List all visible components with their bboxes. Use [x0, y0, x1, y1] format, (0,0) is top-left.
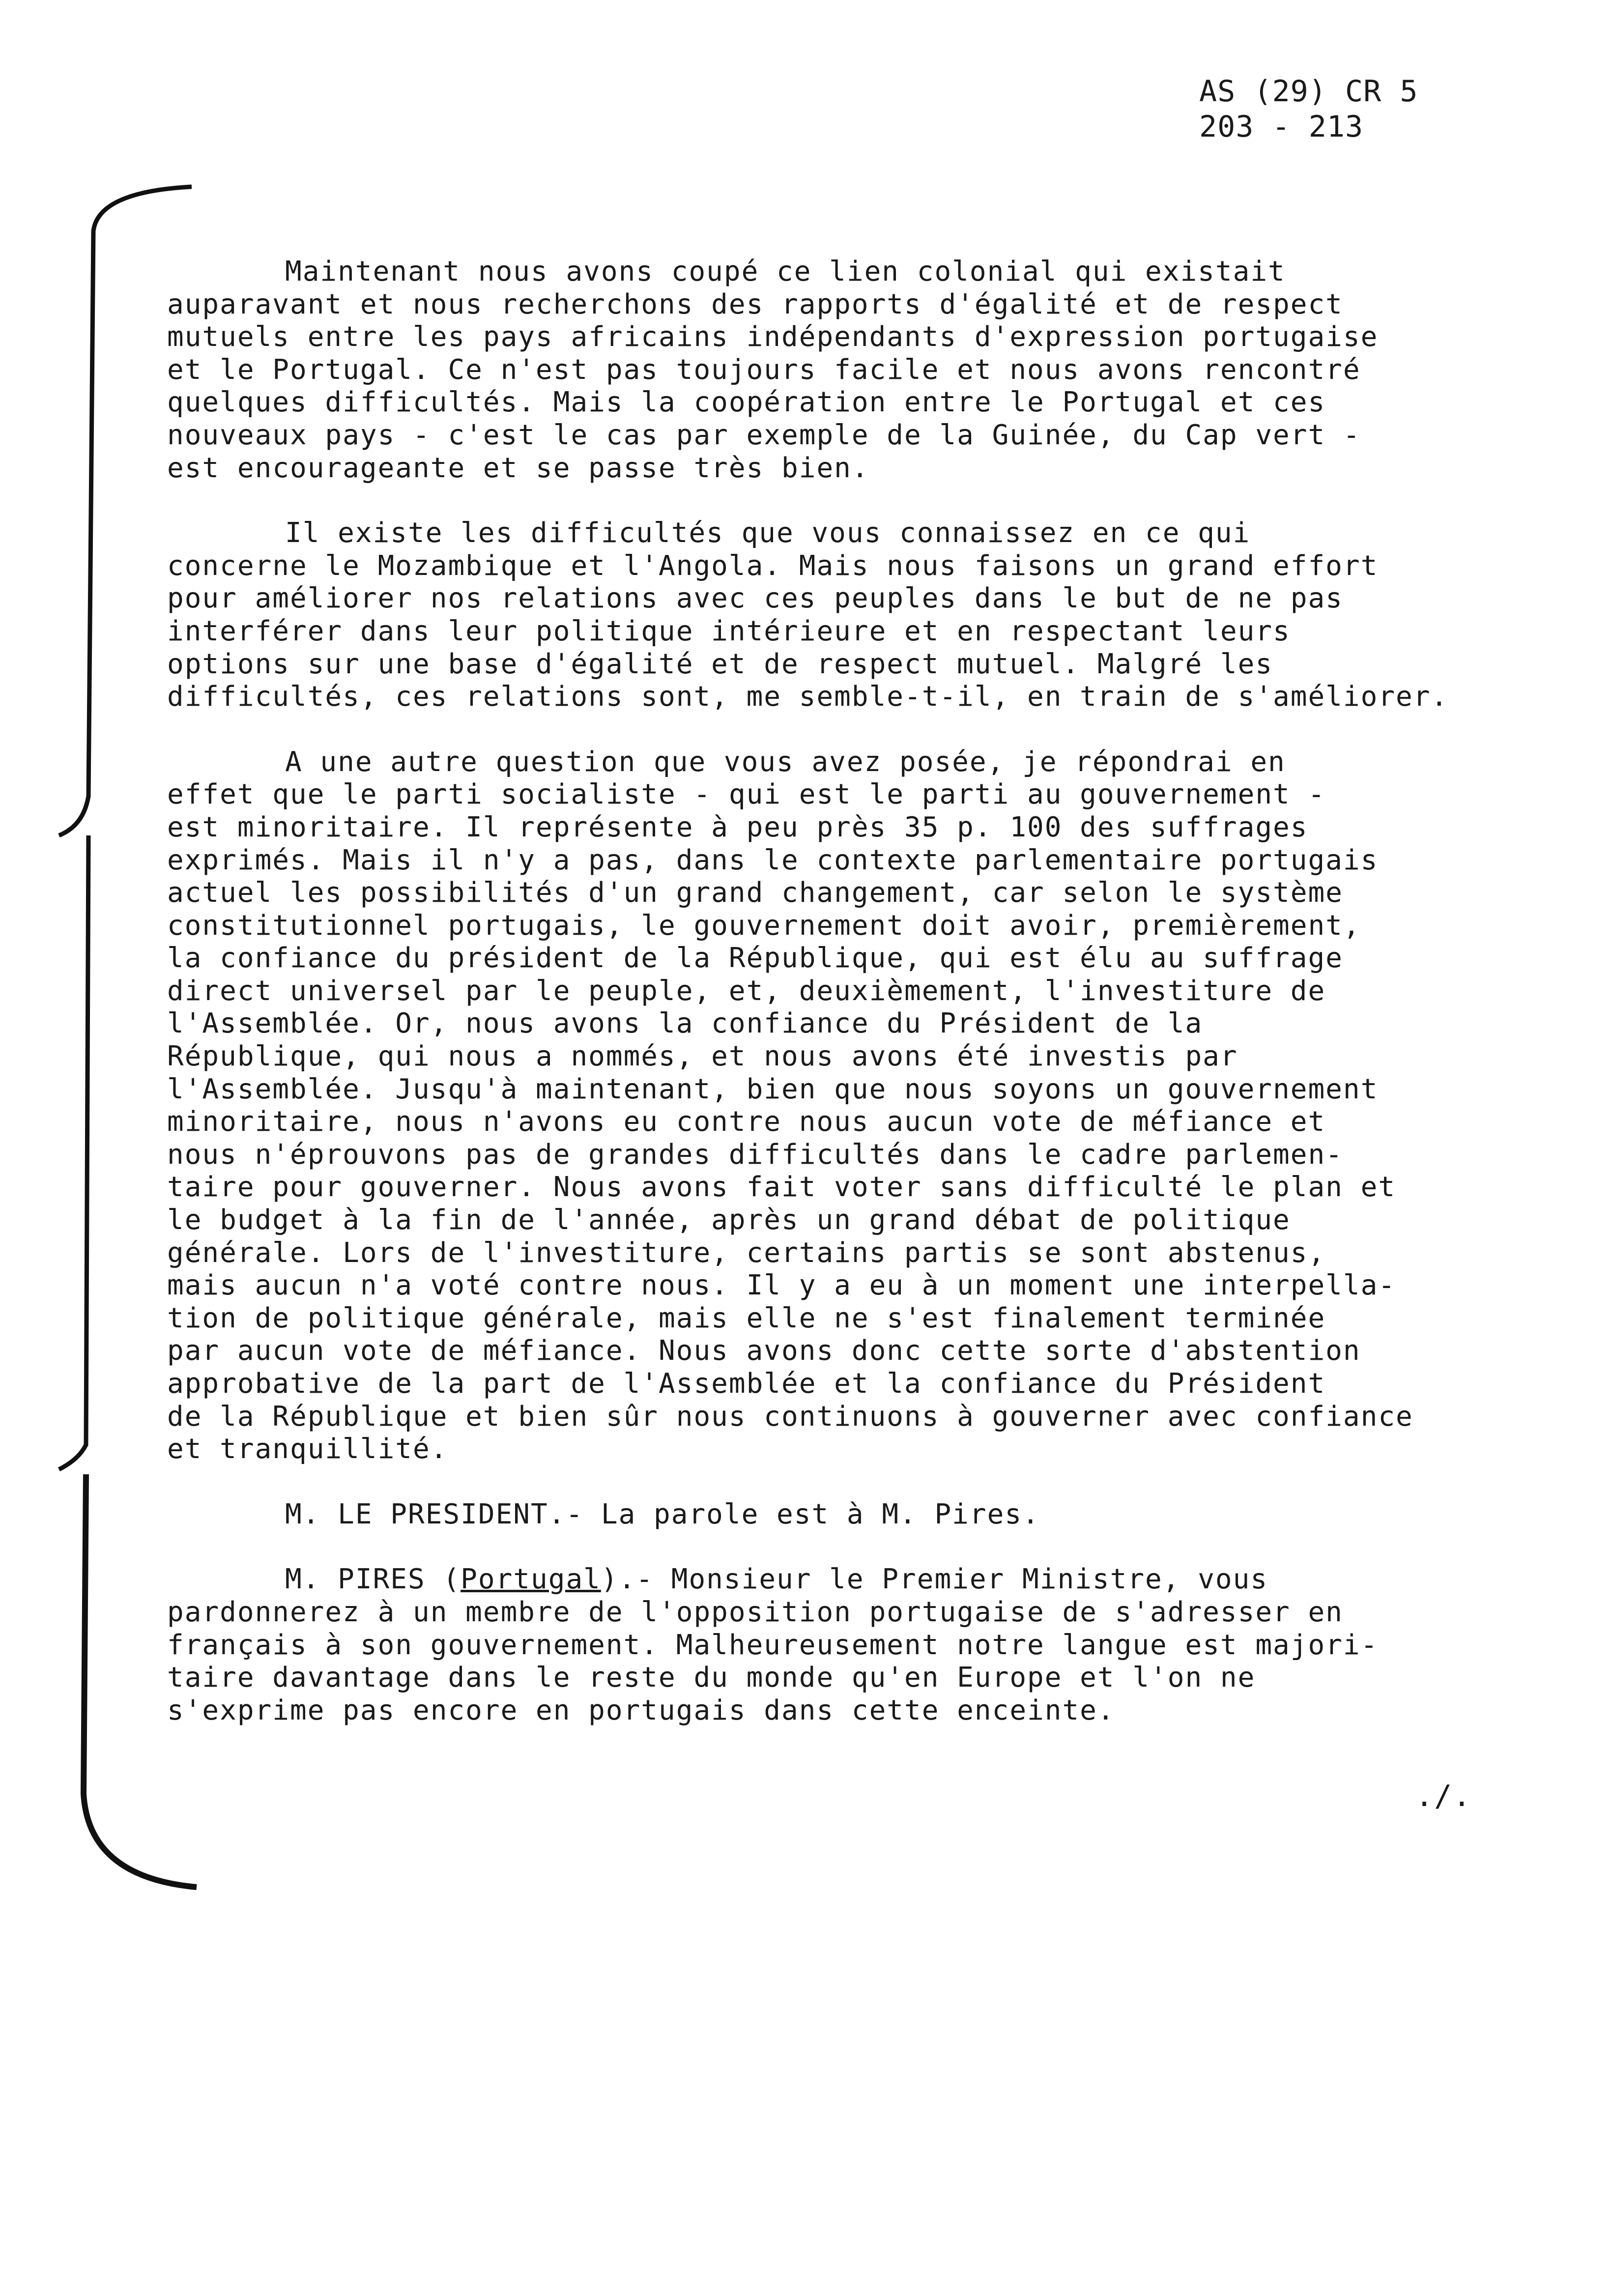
- paragraph-2: Il existe les difficultés que vous connaissez en ce qui concerne le Mozambique et l'Angola. Mais nous faisons un grand effort pour améliorer nos relations avec ces peuples dans le but de ne pas interférer dans leur politique intérieure et en respectant leurs options sur une base d'égalité et de respect mutuel. Malgré les difficultés, ces relations sont, me semble-t-il, en train de s'améliorer.: [167, 517, 1449, 713]
- pires-country: Portugal: [461, 1563, 601, 1596]
- body-text: [167, 256, 1543, 1759]
- president-text: La parole est à M. Pires.: [601, 1498, 1040, 1530]
- pires-statement: [167, 1563, 1543, 1727]
- pires-text: Monsieur le Premier Ministre, vous pardonnerez à un membre de l'opposition portugaise de s'adresser en français à son gouvernement. Malheureusement notre langue est majori- taire davantage dans le reste du monde qu'en Europe et l'on ne s'exprime pas encore en portugais dans cette enceinte.: [167, 1563, 1379, 1726]
- document-reference: [1199, 74, 1418, 144]
- pires-speaker: M. PIRES (: [285, 1563, 461, 1596]
- pires-speaker-end: ).-: [601, 1563, 654, 1596]
- continuation-mark: ./.: [1415, 1779, 1472, 1813]
- paragraph-3: A une autre question que vous avez posée, je répondrai en effet que le parti socialiste - qui est le parti au gouvernement - est minoritaire. Il représente à peu près 35 p. 100 des suffrages exprimés. Mais il n'y a pas, dans le contexte parlementaire portugais actuel les possibilités d'un grand changement, car selon le système constitutionnel portugais, le gouvernement doit avoir, premièrement, la confiance du président de la République, qui est élu au suffrage direct universel par le peuple, et, deuxièmement, l'investiture de l'Assemblée. Or, nous avons la confiance du Président de la République, qui nous a nommés, et nous avons été investis par l'Assemblée. Jusqu'à maintenant, bien que nous soyons un gouvernement minoritaire, nous n'avons eu contre nous aucun vote de méfiance et nous n'éprouvons pas de grandes difficultés dans le cadre parlemen- taire pour gouverner. Nous avons fait voter sans difficulté le plan et le budget à la fin de l'année, après un grand débat de politique générale. Lors de l'investiture, certains partis se sont abstenus, mais aucun n'a voté contre nous. Il y a eu à un moment une interpella- tion de politique générale, mais elle ne s'est finalement terminée par aucun vote de méfiance. Nous avons donc cette sorte d'abstention approbative de la part de l'Assemblée et la confiance du Président de la République et bien sûr nous continuons à gouverner avec confiance et tranquillité.: [167, 746, 1413, 1465]
- reference-pages: 203 - 213: [1199, 110, 1364, 144]
- president-speaker: M. LE PRESIDENT.-: [285, 1498, 584, 1530]
- president-statement: [167, 1498, 1543, 1531]
- paragraph-1: Maintenant nous avons coupé ce lien colonial qui existait auparavant et nous recherchons des rapports d'égalité et de respect mutuels entre les pays africains indépendants d'expression portugaise et le Portugal. Ce n'est pas toujours facile et nous avons rencontré quelques difficultés. Mais la coopération entre le Portugal et ces nouveaux pays - c'est le cas par exemple de la Guinée, du Cap vert - est encourageante et se passe très bien.: [167, 256, 1379, 484]
- reference-code: AS (29) CR 5: [1199, 74, 1418, 109]
